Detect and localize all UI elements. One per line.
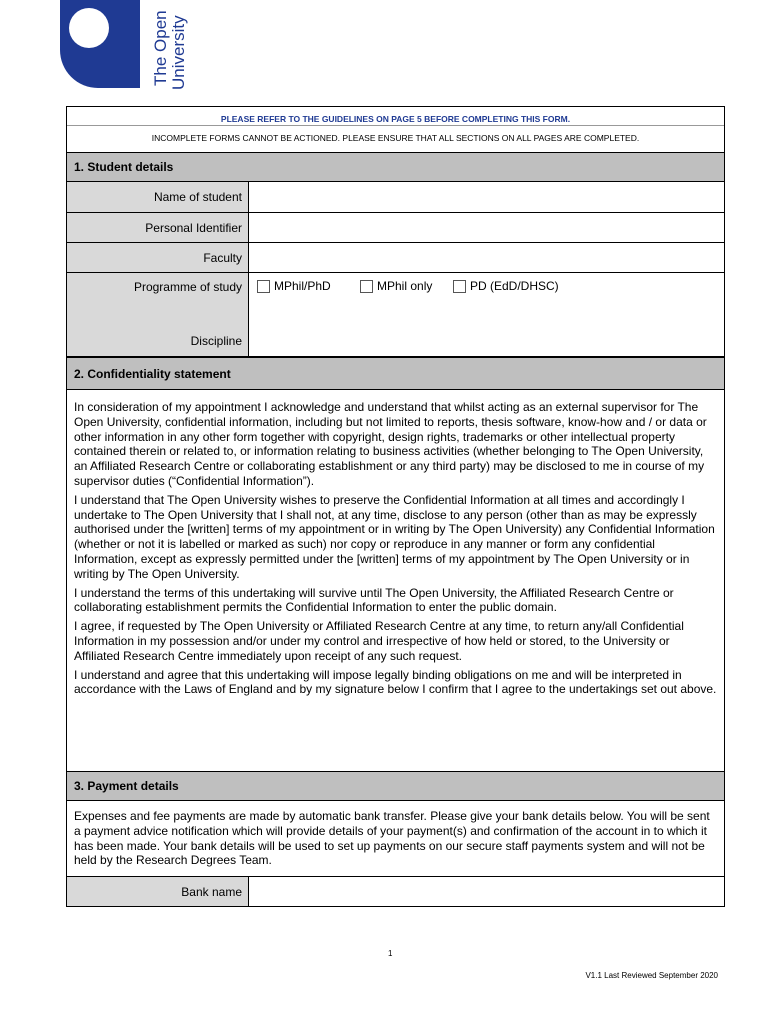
checkbox-icon[interactable] bbox=[453, 280, 466, 293]
row-personal-identifier bbox=[67, 213, 724, 243]
confidentiality-paragraph: I understand that The Open University wishes to preserve the Confidential Information at all times and accordingly I undertake to The Open University that I shall not, at any time, disclose to any person (other than as may be expressly authorised under the [written] terms of my appointment or in writing by The Open University) any Confidential Information (whether or not it is labelled or marked as such) nor copy or reproduce in any manner or form any confidential Information, except as expressly permitted under the [written] terms of my appointment by The Open University or in writing by The Open University. bbox=[74, 492, 715, 581]
option-mphil-only[interactable] bbox=[360, 279, 432, 293]
form-table bbox=[66, 106, 725, 907]
confidentiality-paragraph: In consideration of my appointment I acknowledge and understand that whilst acting as an external supervisor for The Open University, confidential information, including but not limited to reports, thesis software, know-how and / or data or other information in any other form together with copyright, design rights, trademarks or other intellectual property contained therein or related to, or information relating to business activities (whether belonging to The Open University, an Affiliated Research Centre or collaborating establishment or any third party) may be disclosed to me in course of my supervisor duties (“Confidential Information”). bbox=[74, 400, 707, 488]
row-programme bbox=[67, 273, 724, 357]
logo-wordmark bbox=[150, 0, 200, 90]
open-university-logo bbox=[60, 0, 160, 90]
incomplete-forms-notice: INCOMPLETE FORMS CANNOT BE ACTIONED. PLEASE ENSURE THAT ALL SECTIONS ON ALL PAGES ARE COMPLETED. bbox=[67, 125, 724, 152]
programme-options bbox=[249, 273, 724, 356]
student-name-input[interactable] bbox=[249, 182, 724, 212]
faculty-input[interactable] bbox=[249, 243, 724, 272]
option-label: MPhil only bbox=[377, 279, 433, 293]
row-bank-name bbox=[67, 877, 724, 906]
bank-name-input[interactable] bbox=[249, 877, 724, 906]
payment-intro bbox=[67, 801, 724, 877]
personal-identifier-input[interactable] bbox=[249, 213, 724, 242]
programme-label-cell bbox=[67, 273, 249, 356]
personal-identifier-label: Personal Identifier bbox=[67, 213, 249, 242]
confidentiality-paragraph: I agree, if requested by The Open University or Affiliated Research Centre at any time, to return any/all Confidential Information in my possession and/or under my control and irrespective of how held or stored, to the University or Affiliated Research Centre immediately upon receipt of any such request. bbox=[74, 619, 684, 663]
confidentiality-paragraph: I understand the terms of this undertaking will survive until The Open University, the Affiliated Research Centre or collaborating establishment permits the Confidential Information to enter the public domain. bbox=[74, 585, 674, 615]
logo-line2: University bbox=[169, 15, 188, 90]
option-label: PD (EdD/DHSC) bbox=[470, 279, 559, 293]
option-mphil-phd[interactable] bbox=[257, 279, 331, 293]
option-pd[interactable] bbox=[453, 279, 559, 293]
option-label: MPhil/PhD bbox=[274, 279, 331, 293]
programme-label: Programme of study bbox=[133, 280, 242, 294]
payment-intro-text: Expenses and fee payments are made by automatic bank transfer. Please give your bank details below. You will be sent a payment advice notification which will provide details of your payment(s) and confirmation of the account in to which it has been made. Your bank details will be used to set up payments on our secure staff payments system and will not be held by the Research Degrees Team. bbox=[74, 809, 710, 868]
section-payment-header: 3. Payment details bbox=[67, 771, 724, 801]
bank-name-label: Bank name bbox=[67, 877, 249, 906]
logo-line1: The Open bbox=[151, 10, 170, 86]
confidentiality-text bbox=[67, 390, 724, 771]
page-number: 1 bbox=[388, 949, 393, 958]
row-student-name bbox=[67, 182, 724, 213]
checkbox-icon[interactable] bbox=[257, 280, 270, 293]
section-student-details-header: 1. Student details bbox=[67, 152, 724, 182]
checkbox-icon[interactable] bbox=[360, 280, 373, 293]
row-faculty bbox=[67, 243, 724, 273]
guidelines-notice: PLEASE REFER TO THE GUIDELINES ON PAGE 5 BEFORE COMPLETING THIS FORM. bbox=[220, 114, 571, 124]
faculty-label: Faculty bbox=[67, 243, 249, 272]
student-name-label: Name of student bbox=[67, 182, 249, 212]
discipline-label: Discipline bbox=[190, 334, 242, 348]
section-confidentiality-header: 2. Confidentiality statement bbox=[67, 357, 724, 390]
revision-note: V1.1 Last Reviewed September 2020 bbox=[585, 971, 718, 980]
confidentiality-paragraph: I understand and agree that this undertaking will impose legally binding obligations on me and will be interpreted in accordance with the Laws of England and by my signature below I confirm that I agree to the undertakings set out above. bbox=[74, 667, 717, 697]
